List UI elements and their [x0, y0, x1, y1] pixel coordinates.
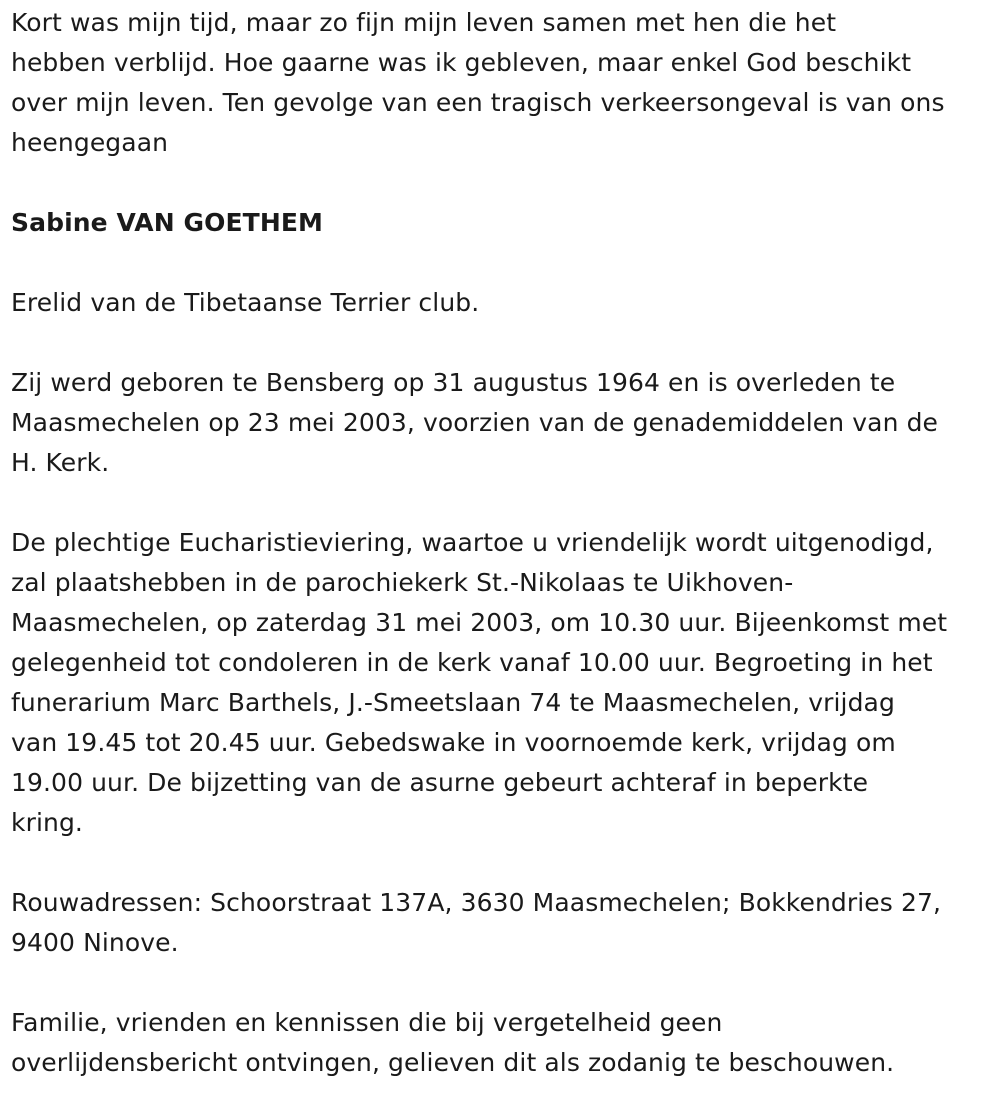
ceremony-line: van 19.45 tot 20.45 uur. Gebedswake in voornoemde kerk, vrijdag om — [11, 728, 896, 757]
addresses-line: Rouwadressen: Schoorstraat 137A, 3630 Maasmechelen; Bokkendries 27, — [11, 888, 942, 917]
closing-line: overlijdensbericht ontvingen, gelieven dit als zodanig te beschouwen. — [11, 1048, 895, 1077]
closing-paragraph — [11, 1003, 993, 1083]
ceremony-line: gelegenheid tot condoleren in de kerk vanaf 10.00 uur. Begroeting in het — [11, 648, 933, 677]
paragraph-spacer — [11, 323, 993, 363]
paragraph-spacer — [11, 963, 993, 1003]
intro-paragraph — [11, 3, 993, 163]
ceremony-line: zal plaatshebben in de parochiekerk St.-Nikolaas te Uikhoven- — [11, 568, 794, 597]
intro-line: hebben verblijd. Hoe gaarne was ik gebleven, maar enkel God beschikt — [11, 48, 912, 77]
paragraph-spacer — [11, 843, 993, 883]
honorary-membership: Erelid van de Tibetaanse Terrier club. — [11, 288, 480, 317]
addresses-line: 9400 Ninove. — [11, 928, 179, 957]
paragraph-spacer — [11, 163, 993, 203]
intro-line: heengegaan — [11, 128, 169, 157]
ceremony-line: funerarium Marc Barthels, J.-Smeetslaan 74 te Maasmechelen, vrijdag — [11, 688, 895, 717]
obituary-document — [11, 3, 993, 1083]
deceased-name-paragraph — [11, 203, 993, 243]
closing-line: Familie, vrienden en kennissen die bij vergetelheid geen — [11, 1008, 723, 1037]
ceremony-paragraph — [11, 523, 993, 843]
intro-line: Kort was mijn tijd, maar zo fijn mijn leven samen met hen die het — [11, 8, 837, 37]
birth-death-paragraph — [11, 363, 993, 483]
birth-death-line: Zij werd geboren te Bensberg op 31 augustus 1964 en is overleden te — [11, 368, 896, 397]
intro-line: over mijn leven. Ten gevolge van een tragisch verkeersongeval is van ons — [11, 88, 945, 117]
ceremony-line: 19.00 uur. De bijzetting van de asurne gebeurt achteraf in beperkte — [11, 768, 869, 797]
birth-death-line: Maasmechelen op 23 mei 2003, voorzien van de genademiddelen van de — [11, 408, 939, 437]
ceremony-line: kring. — [11, 808, 83, 837]
paragraph-spacer — [11, 483, 993, 523]
ceremony-line: De plechtige Eucharistieviering, waartoe u vriendelijk wordt uitgenodigd, — [11, 528, 934, 557]
paragraph-spacer — [11, 243, 993, 283]
ceremony-line: Maasmechelen, op zaterdag 31 mei 2003, om 10.30 uur. Bijeenkomst met — [11, 608, 948, 637]
honorary-paragraph — [11, 283, 993, 323]
addresses-paragraph — [11, 883, 993, 963]
deceased-name: Sabine VAN GOETHEM — [11, 208, 324, 237]
birth-death-line: H. Kerk. — [11, 448, 110, 477]
